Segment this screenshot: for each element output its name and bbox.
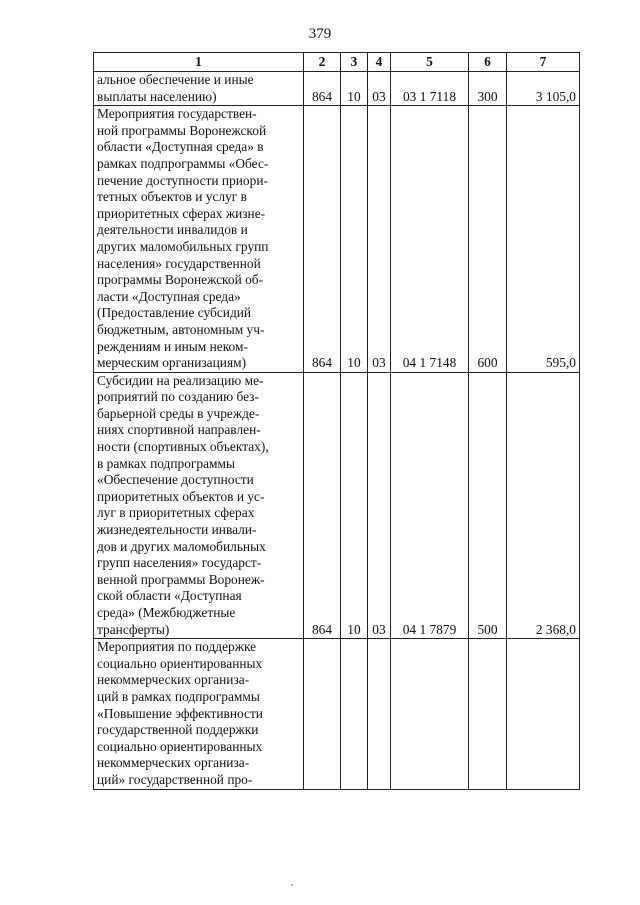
row-ministry-code [304,639,341,789]
row-section-code [341,639,368,789]
row-expense-type: 300 [469,72,507,106]
row-expense-type: 500 [469,372,507,639]
budget-table [93,52,580,790]
page-number: 379 [308,26,332,42]
row-section-code: 10 [341,72,368,106]
row-subsection-code [368,639,391,789]
table-row [94,72,580,106]
row-ministry-code: 864 [304,372,341,639]
table-row [94,372,580,639]
row-amount: 3 105,0 [507,72,580,106]
table-row [94,639,580,789]
row-description: Субсидии на реализацию ме- роприятий по созданию без- барьерной среды в учрежде- ниях спортивной направлен- ности (спортивных объектах), в рамках подпрограммы «Обеспечение доступности приоритетных объектов и ус- луг в приоритетных сферах жизнедеятельности инвали- дов и других маломобильных групп населения» государст- венной программы Воронеж- ской области «Доступная среда» (Межбюджетные трансферты) [94,372,304,639]
row-section-code: 10 [341,106,368,373]
header-col-2: 2 [304,53,341,72]
header-col-4: 4 [368,53,391,72]
header-row [94,53,580,72]
header-col-5: 5 [391,53,469,72]
row-description: Мероприятия по поддержке социально ориентированных некоммерческих организа- ций в рамках подпрограммы «Повышение эффективности государственной поддержки социально ориентированных некоммерческих организа- ций» государственной про- [94,639,304,789]
header-col-3: 3 [341,53,368,72]
row-ministry-code: 864 [304,106,341,373]
table-row [94,106,580,373]
row-target-code: 04 1 7148 [391,106,469,373]
row-target-code: 04 1 7879 [391,372,469,639]
scan-speck [291,884,293,886]
header-col-1: 1 [94,53,304,72]
row-subsection-code: 03 [368,372,391,639]
row-target-code [391,639,469,789]
header-col-7: 7 [507,53,580,72]
row-amount: 2 368,0 [507,372,580,639]
header-col-6: 6 [469,53,507,72]
row-description: альное обеспечение и иные выплаты населению) [94,72,304,106]
row-section-code: 10 [341,372,368,639]
row-amount [507,639,580,789]
row-expense-type [469,639,507,789]
row-subsection-code: 03 [368,72,391,106]
row-description: Мероприятия государствен- ной программы Воронежской области «Доступная среда» в рамках подпрограммы «Обес- печение доступности приори- тетных объектов и услуг в приоритетных сферах жизне- деятельности инвалидов и других маломобильных групп населения» государственной программы Воронежской об- ласти «Доступная среда» (Предоставление субсидий бюджетным, автономным уч- реждениям и иным неком- мерческим организациям) [94,106,304,373]
row-target-code: 03 1 7118 [391,72,469,106]
row-amount: 595,0 [507,106,580,373]
row-subsection-code: 03 [368,106,391,373]
row-ministry-code: 864 [304,72,341,106]
row-expense-type: 600 [469,106,507,373]
